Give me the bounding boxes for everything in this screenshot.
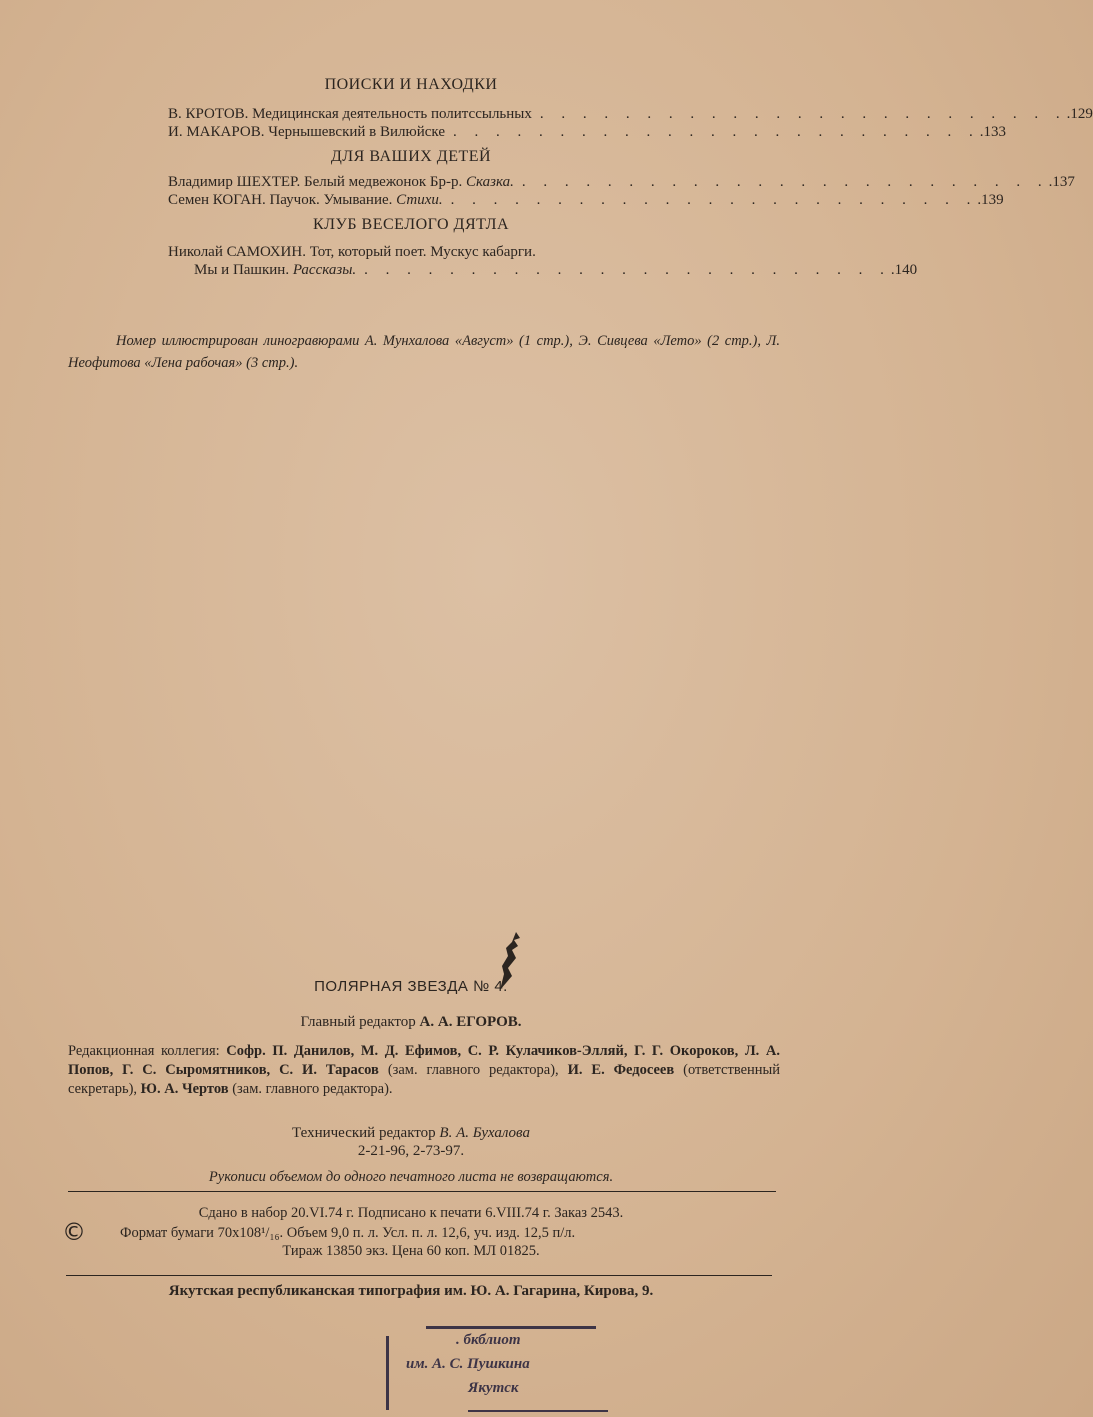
leader-dots: . . . . . . . . . . . . . . . . . . . . . . . . . <box>450 192 978 208</box>
toc-entry-title: Семен КОГАН. Паучок. Умывание. Стихи. <box>168 192 443 208</box>
illustrations-note: Номер иллюстрирован линогравюрами А. Мунхалова «Август» (1 стр.), Э. Сивцева «Лето» (2 стр.), Л. Неофитова «Лена рабочая» (3 стр.). <box>68 333 780 371</box>
leader-dots: . . . . . . . . . . . . . . . . . . . . . . . . . <box>452 124 980 140</box>
toc-entry <box>168 106 1093 123</box>
stamp-line: . бкблиот <box>456 1332 521 1348</box>
toc-entry <box>168 124 1006 141</box>
toc-entry-page: .139 <box>977 192 1004 208</box>
section-heading: ДЛЯ ВАШИХ ДЕТЕЙ <box>330 148 492 165</box>
toc-entry-page: .140 <box>890 262 918 278</box>
toc-entry <box>168 192 1004 209</box>
imprint-line: Формат бумаги 70x108¹/₁₆. Объем 9,0 п. л. Усл. п. л. 12,6, уч. изд. 12,5 п/л. <box>120 1225 576 1241</box>
stamp-line: им. А. С. Пушкина <box>406 1356 530 1372</box>
journal-title: ПОЛЯРНАЯ ЗВЕЗДА № 4. <box>314 978 508 995</box>
leader-dots: . . . . . . . . . . . . . . . . . . . . . . . . . <box>539 106 1067 122</box>
stamp-line: Якутск <box>468 1380 519 1396</box>
editorial-board: Редакционная коллегия: Софр. П. Данилов, М. Д. Ефимов, С. Р. Кулачиков-Элляй, Г. Г. Окороков, Л. А. Попов, Г. С. Сыромятников, С. И. Тарасов (зам. главного редактора), И. Е. Федосеев (ответственный секретарь), Ю. А. Чертов (зам. главного редактора). <box>68 1043 781 1097</box>
library-stamp <box>384 1322 624 1414</box>
toc-entry-title: Владимир ШЕХТЕР. Белый медвежонок Бр-р. Сказка. <box>168 174 514 190</box>
imprint-line: Тираж 13850 экз. Цена 60 коп. МЛ 01825. <box>282 1243 540 1259</box>
section-heading: КЛУБ ВЕСЕЛОГО ДЯТЛА <box>313 216 509 233</box>
divider <box>68 1191 776 1192</box>
toc-entry <box>168 174 1075 191</box>
toc-entry-line1: Николай САМОХИН. Тот, который поет. Мускус кабарги. <box>168 244 536 260</box>
chief-editor: Главный редактор А. А. ЕГОРОВ. <box>300 1014 522 1030</box>
toc-entry-page: .137 <box>1048 174 1075 190</box>
leader-dots: . . . . . . . . . . . . . . . . . . . . . . . . . <box>364 262 891 278</box>
toc-entry-page: .133 <box>979 124 1006 140</box>
toc-entry-title: И. МАКАРОВ. Чернышевский в Вилюйске <box>168 124 445 140</box>
manuscripts-note: Рукописи объемом до одного печатного листа не возвращаются. <box>208 1169 614 1185</box>
leader-dots: . . . . . . . . . . . . . . . . . . . . . . . . . <box>521 174 1049 190</box>
divider <box>66 1275 772 1276</box>
toc-entry-page: .129 <box>1066 106 1093 122</box>
toc-entry-line2: Мы и Пашкин. Рассказы. . . . . . . . . . . . . . . . . . . . . . . . . . .140 <box>194 262 918 278</box>
imprint-line: Сдано в набор 20.VI.74 г. Подписано к печати 6.VIII.74 г. Заказ 2543. <box>198 1205 624 1221</box>
phones: 2-21-96, 2-73-97. <box>357 1143 465 1159</box>
toc-entry-title: В. КРОТОВ. Медицинская деятельность политссыльных <box>168 106 532 122</box>
tech-editor: Технический редактор В. А. Бухалова <box>292 1125 530 1141</box>
section-heading: ПОИСКИ И НАХОДКИ <box>324 76 498 93</box>
copyright-icon: © <box>62 1218 86 1246</box>
printer-line: Якутская республиканская типография им. Ю. А. Гагарина, Кирова, 9. <box>168 1283 654 1299</box>
